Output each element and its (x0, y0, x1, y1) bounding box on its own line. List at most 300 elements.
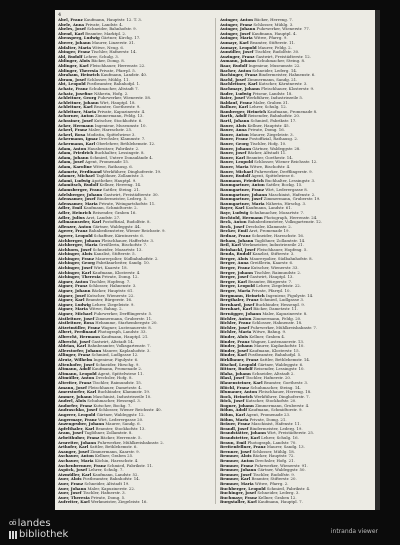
entry-name: Buchinger, Josef (220, 491, 257, 496)
entry-details: Schneider, Lederg. 3. (257, 491, 300, 496)
entry-details: Werkmeister, Ziegeleistr. 16. (90, 500, 148, 505)
entry-name: Aistleitner, Josef (58, 316, 95, 321)
entry-details: Maurer, Ziegeleistr. 3. (249, 132, 294, 137)
entry-details: Fuhrwerker, Mühlkreisbahnstr. 2. (97, 440, 164, 445)
entry-details: Schlosser, Mühlg. 11. (87, 77, 130, 82)
entry-details: Kellner, Graben 12. (258, 495, 297, 500)
entry-name: Aram, Josef (58, 431, 84, 436)
entry-name: Axmann, Johann (220, 59, 256, 64)
entry-details: Arzt, Landstr. 27. (86, 215, 121, 220)
entry-name: Berger, Johann (220, 270, 253, 275)
entry-details: Kaufmann, Promenade 8. (267, 109, 318, 114)
entry-name: Angerer, Leopold (58, 413, 96, 418)
entry-details: Beamter, Stockhofstr. 13. (95, 426, 146, 431)
entry-details: Zimmermann, Gruberstr. 4. (255, 403, 310, 408)
entry-details: Ingenieur, Museumstr. 22. (248, 63, 301, 68)
entry-details: Kaufmann, Klosterstr. 4. (92, 270, 141, 275)
entry-name: Aigner, Josef (58, 293, 86, 298)
entry-details: Schuhmacher, Mozartstr. 7. (249, 210, 305, 215)
entry-name: Bernögger, Johann (220, 312, 262, 316)
library-logo[interactable] (9, 518, 119, 540)
entry-name: Achleitner, Maria (58, 109, 97, 114)
entry-name: Altenhofer, Josef (58, 362, 95, 367)
entry-details: Postbeamter, Bahnhofpl. 1. (86, 82, 141, 87)
entry-name: Aumayr, Karl (220, 40, 249, 45)
entry-details: Kellner, Graben 4. (249, 334, 286, 339)
entry-name: Auinger, Johann (220, 27, 256, 32)
entry-details: Schneider, Altstadt 2. (252, 371, 295, 376)
entry-details: Taglöhner, Zollamtstr. 8. (84, 431, 133, 436)
entry-details: Private, Domg. 21. (249, 417, 287, 422)
entry-details: Kellner, Hauptstr. 45. (247, 123, 290, 128)
entry-name: Bauer, Georg (220, 142, 249, 147)
entry-details: Beamter, Goethestr. 14. (246, 155, 293, 160)
entry-name: Adensamer, Maria (58, 201, 98, 206)
entry-details: Maurer, Kaplanhofstr. 10. (253, 344, 305, 349)
entry-name: Baumgartner, Josef (220, 197, 263, 202)
entry-details: Fuhrwerker, Wienerstr. 91. (254, 463, 308, 468)
entry-name: Berger, Leopold (220, 284, 255, 289)
entry-name: Allinger, Franz (58, 353, 91, 358)
entry-name: Andraschko, Josef (58, 408, 98, 413)
entry-name: Buchberger, Leopold (220, 486, 266, 491)
entry-name: Aigner, Anton (58, 279, 89, 284)
entry-details: Bahnbediensteter, Volksgartenstr. 12. (247, 220, 323, 225)
entry-details: Werkmeister, Industriezeile 21. (242, 243, 304, 248)
entry-details: Sattler, Bethlehemstr. 14. (259, 357, 311, 362)
entry-details: Fleischhauer, Herreng. 18. (258, 390, 312, 395)
entry-details: Postbeamter, Bahnhofstr. 14. (82, 477, 140, 482)
entry-details: Schuhmacher, Steing. 8. (257, 59, 306, 64)
entry-details: Bindermeister, Hahnenstr. 6. (258, 73, 316, 78)
entry-name: Berger, Alois (220, 256, 249, 261)
entry-details: Tischler, Hofg. 10. (250, 142, 287, 147)
entry-name: Beham, Johann (220, 238, 254, 243)
entry-details: Postbeamter, Bahnhofpl. 5. (247, 353, 302, 358)
entry-name: Abram, Josef (58, 77, 86, 82)
entry-details: Hebamme, Starhembergstr. 20. (95, 321, 158, 326)
entry-name: Aigner, Ludwig (58, 302, 91, 307)
entry-name: Aichhorn, Josef (58, 247, 92, 252)
entry-details: Photograph, Landstr. 70. (247, 440, 297, 445)
entry-details: Photograph, Landstr. 33. (97, 330, 147, 335)
entry-name: Bauer, Michael (220, 169, 254, 174)
entry-name: Achatz, Franz (58, 86, 88, 91)
entry-name: Birklbauer, Franz (220, 357, 259, 362)
entry-details: Bäcker, Herreng. 7. (254, 18, 293, 22)
entry-name: Bednar, Franz (220, 233, 251, 238)
entry-name: Bayr, Ludwig (220, 210, 249, 215)
entry-details: Kanzlist, Stifterstr. 3. (252, 252, 295, 257)
entry-details: Kanzlist, Stifterstr. 5. (93, 252, 136, 257)
entry-details: Gastwirt, Hauptpl. 13. (249, 275, 294, 280)
entry-details: Greißlerin, Bischofstr. 7. (98, 243, 148, 248)
entry-details: Werkführer, Dinghoferstr. 19. (103, 169, 162, 174)
entry-details: Beamter, Goetheestr. 9. (93, 105, 141, 110)
entry-name: Aschauer, Maria (58, 459, 94, 463)
entry-name: Altmann, Adolf (58, 367, 91, 372)
entry-name: Amann, Josef (58, 385, 87, 390)
entry-details: Schlosser, Hahnenstr. 18. (251, 321, 303, 326)
entry-name: Aichinger, Theresia (58, 275, 101, 280)
entry-name: Böck, Josef (220, 399, 245, 404)
entry-name: Arbeithuber, Franz (58, 436, 100, 441)
entry-name: Abeles, Josef (58, 27, 86, 32)
entry-details: Kellner, Herreng. 14. (99, 183, 142, 188)
entry-name: Aigner, Johann (58, 289, 91, 294)
entry-name: Baier, Josef (220, 96, 246, 101)
entry-name: Abl, Rudolf (58, 54, 83, 59)
entry-details: Kaufmann, Hauptpl. 4. (251, 31, 297, 36)
entry-name: Burgstaller, Karl (220, 500, 257, 505)
entry-details: Gastwirt, Freistädterstr. 12. (255, 54, 311, 59)
entry-name: Acker, Hermann (58, 123, 94, 128)
entry-name: Ackermann, Karl (58, 142, 96, 147)
entry-name: Adler, Heinrich (58, 210, 92, 215)
entry-details: Maler, Kapuzinerstr. 22. (87, 486, 136, 491)
entry-name: Abt, Leopold (58, 82, 86, 87)
entry-details: Schneider, Hirschg. 9. (95, 362, 140, 367)
entry-details: Buchhalter, Lessingstr. 3. (265, 178, 316, 183)
entry-name: Agerer, Leopold (58, 233, 93, 238)
entry-name: Berger, Karl (220, 279, 247, 284)
entry-name: Agerer, Franz (58, 229, 88, 234)
entry-name: Berger, Josef (220, 275, 249, 280)
entry-name: Baumgartner, Anton (220, 183, 265, 188)
entry-name: Achorner, Anton (58, 114, 94, 119)
entry-details: Sattler, Bockg. 15. (265, 183, 303, 188)
entry-name: Bernhard, Josef (220, 302, 255, 307)
entry-name: Binder, Karl (220, 353, 247, 358)
entry-details: Gärtner, Waldeggstr. 6. (257, 362, 304, 367)
entry-name: Aitzetmüller, Franz (58, 325, 100, 330)
entry-name: Auinger, Franz (220, 22, 253, 27)
entry-details: Kaufmann, Promenade 2. (92, 367, 143, 372)
entry-name: Ackerl, Rosa (58, 132, 86, 137)
entry-name: Brunner, Alois (220, 454, 252, 459)
entry-name: Buchmayr, Franz (220, 495, 257, 500)
entry-name: Beil, Karl (220, 243, 241, 248)
entry-name: Auinger, Anton (220, 18, 253, 22)
entry-details: Schneider, Bahnhofstr. 9. (87, 27, 137, 32)
entry-name: Auer, Theresia (58, 495, 90, 500)
entry-name: Abraham, Heinrich (58, 73, 100, 78)
entry-name: Bauer, Johann (220, 146, 252, 151)
entry-details: Bahnbeamter, Volksgartenstr. 7. (87, 344, 151, 349)
entry-name: Aistleitner, Rosa (58, 321, 95, 326)
entry-details: Kaufmann, Landstr. 52. (92, 472, 139, 477)
entry-details: Schmied, Fabrikstr. 17. (250, 119, 297, 124)
entry-name: Aichinger, Karl (58, 270, 92, 275)
column-right (220, 18, 371, 505)
entry-name: Baumgartner, Johann (220, 192, 268, 197)
entry-details: Witwe, Bischofstr. 4. (249, 165, 291, 169)
entry-details: Tischler, Hafnerstr. 20. (245, 376, 292, 381)
entry-details: Taglöhner, Zollamtstr. 3. (96, 174, 145, 179)
logo-text-bibliothek: bibliothek (19, 529, 69, 540)
entry-details: Postoffizial, Rathausg. 2. (249, 137, 299, 142)
entry-details: Bäcker, Dametzstr. 11. (253, 307, 298, 312)
entry-name: Bauer, Josef (220, 151, 247, 156)
entry-name: Andorfer, Franz (58, 403, 93, 408)
entry-name: Achatz, Josefine (58, 91, 93, 96)
entry-name: Adam, Johann (58, 155, 89, 160)
entry-name: Anzengruber, Johann (58, 422, 105, 427)
entry-details: Maler, Kapuzinerstr. 8. (262, 312, 308, 316)
entry-details: Kaufmann, Schmidtorstr. 2. (83, 206, 138, 211)
entry-details: Schlosser, Hahnenstr. 3. (88, 284, 137, 289)
entry-name: Aflenzer, Anton (58, 224, 92, 229)
entry-name: Barth, Adolf (220, 114, 247, 119)
entry-details: Schmied, Fabrikstr. 11. (107, 463, 154, 468)
entry-name: Brunner, Anton (220, 459, 254, 463)
entry-name: Abfalter, Maria (58, 45, 92, 50)
entry-details: Gärtner, Waldeggstr. 50. (257, 468, 306, 473)
entry-details: Private, Pfarrpl. 10. (251, 289, 291, 294)
entry-details: Bäcker, Hauptstr. 61. (91, 289, 134, 294)
entry-details: Agent, Promenade 15. (85, 160, 130, 165)
entry-name: Auer, Johann (58, 486, 87, 491)
entry-name: Blumauer, Anton (220, 390, 258, 395)
entry-name: Aschauer, Anton (58, 454, 94, 459)
entry-name: Braun, Emil (220, 440, 247, 445)
entry-details: Friseur, Landstr. 18. (252, 91, 293, 96)
entry-details: Lehrer, Schulg. 12. (249, 105, 287, 110)
entry-name: Bacher, Anton (220, 68, 252, 73)
entry-name: Bauer, Leopold (220, 160, 253, 165)
entry-name: Adam, Friedrich (58, 151, 94, 156)
entry-details: Näherin, Hofg. 2. (93, 91, 129, 96)
entry-details: Maurer, Feldg. 2. (257, 45, 292, 50)
entry-details: Reisender, Graben 16. (92, 210, 137, 215)
entry-details: Tischler, Rudolfstr. 30. (254, 50, 300, 55)
entry-name: Bichler, Franz (220, 321, 251, 326)
entry-name: Bergmann, Heinrich (220, 293, 265, 298)
entry-details: Tischler, Hafnerstr. 3. (82, 491, 126, 496)
entry-details: Drechsler, Klammstr. 2. (245, 224, 293, 229)
entry-name: Auinger, Josef (220, 31, 251, 36)
entry-name: Bischof, Leopold (220, 362, 257, 367)
entry-details: Schmied, Fabrikstr. 4. (266, 486, 311, 491)
entry-name: Achleitner, Georg (58, 96, 97, 101)
entry-name: Beinhackl, Josef (220, 247, 256, 252)
entry-details: Beamter, Bürgerstr. 7. (248, 279, 293, 284)
entry-details: Gastwirt, Altstadt 14. (91, 339, 134, 344)
entry-details: Wagner, Lustenauerstr. 8. (101, 325, 152, 330)
entry-name: Baumann, Friedrich (220, 178, 264, 183)
entry-name: Anderl, Alois (58, 399, 87, 404)
entry-name: Blaha, Johann (220, 371, 251, 376)
entry-details: Bäcker, Hauptstr. 72. (252, 454, 295, 459)
entry-name: Bachinger, Franz (220, 73, 258, 78)
logo-bars-icon (9, 531, 17, 539)
entry-details: Fleischhauer, Dametzstr. 4. (88, 385, 142, 390)
entry-details: Bindermeister, Lederg. 5. (96, 197, 148, 202)
entry-details: Fleischhauer, Hopfeng. 5. (256, 247, 308, 252)
entry-name: Ablinger, Karl (58, 63, 89, 68)
entry-details: Beamter, Marktpl. 2. (85, 31, 127, 36)
entry-details: Drechsler, Hofg. 21. (255, 459, 295, 463)
entry-name: Bräuer, Franz (220, 422, 250, 427)
entry-details: Private, Domg. 5. (90, 495, 126, 500)
entry-details: Wirt, Hauptpl. 18. (99, 100, 136, 105)
entry-details: Kaufmann, Hauptpl. 21. (101, 334, 149, 339)
entry-details: Photograph, Herrenstr. 24. (264, 215, 318, 220)
entry-details: Zimmermann, Feldg. 13. (94, 114, 144, 119)
entry-details: Zimmermann, Sandg. 21. (247, 77, 298, 82)
entry-name: Baumgartner, Maria (220, 201, 265, 206)
entry-name: Adam, Josef (58, 160, 84, 165)
entry-name: Bamberger, Heinrich (220, 109, 267, 114)
entry-name: Ammer, Johann (58, 394, 92, 399)
entry-details: Kutscher, Kärntnerstr. 3. (258, 82, 308, 87)
entry-name: Altreiter, Franz (58, 380, 92, 385)
entry-name: Brunner, Johann (220, 468, 257, 473)
entry-name: Aichinger, Georg (58, 261, 95, 266)
entry-name: Bichler, Anton (220, 316, 252, 321)
entry-details: Bäcker, Altstadt 11. (247, 151, 287, 156)
entry-details: Maschinist, Hafenstr. 11. (251, 422, 301, 427)
entry-details: Werkführer, Dinghoferstr. 7. (254, 394, 310, 399)
entry-details: Kaufmann, Hauptpl. 7. (257, 500, 303, 505)
entry-details: Ingenieur, Figulystr. 14. (265, 293, 314, 298)
entry-details: Private, Domg. 16. (248, 128, 285, 133)
document-page[interactable] (55, 10, 375, 510)
entry-name: Brunner, Karl (220, 477, 251, 482)
entry-name: Alrutz, Wilhelm (58, 357, 93, 362)
entry-name: Aichinger, Alois (58, 252, 93, 257)
entry-name: Abend, Karl (58, 31, 84, 36)
entry-details: Private, Domg. 12. (101, 275, 139, 280)
entry-details: Witwe, Rathausg. 6. (93, 165, 133, 169)
entry-name: Apfelthaler, Karl (58, 426, 95, 431)
entry-name: Bauer, Maria (220, 165, 249, 169)
entry-details: Gärtner, Waldeggstr. 44. (92, 224, 141, 229)
entry-name: Binder, Franz (220, 339, 250, 344)
entry-details: Zimmermann, Gruberstr. 11. (95, 316, 153, 321)
entry-name: Bauer, Anton (220, 132, 249, 137)
entry-name: Abensperg, Ludwig (58, 36, 100, 41)
entry-name: Berger, Maria (220, 289, 251, 294)
entry-details: Schuhmacher, Hessenpl. 3. (87, 399, 141, 404)
entry-details: Schuhmacher, Altstadt 7. (89, 86, 139, 91)
entry-name: Ablinger, Alois (58, 59, 90, 64)
entry-name: Brandstetter, Karl (220, 436, 260, 441)
entry-details: Kaufmann, Landstr. 61. (245, 206, 292, 211)
entry-details: Zimmermann, Feldg. 20. (252, 316, 302, 321)
column-divider (215, 18, 216, 504)
entry-name: Aigner, Franz (58, 284, 88, 289)
logo-mark: oö (9, 519, 16, 527)
entry-name: Achrainer, Josef (58, 119, 93, 124)
entry-details: Private, Weingartshofstr. 11. (98, 201, 156, 206)
entry-name: Ackermann, Ignaz (58, 137, 98, 142)
entry-name: Baldauf, Franz (220, 100, 252, 105)
entry-name: Ackerl, Franz (58, 128, 88, 133)
entry-name: Bachmayr, Johann (220, 86, 260, 91)
entry-details: Drechsler, Hofg. 8. (95, 376, 133, 381)
entry-name: Brandstätter, Johann (220, 431, 266, 436)
entry-details: Schneider, Altstadt 19. (84, 481, 130, 486)
viewer-label: intranda viewer (330, 528, 378, 535)
entry-details: Zimmermann, Kaarstr. 9. (90, 449, 140, 454)
entry-name: Aigner, Karl (58, 298, 85, 303)
entry-name: Angermayr, Franz (58, 417, 97, 422)
entry-details: Köchin, Harrachstr. 4. (94, 459, 139, 463)
entry-name: Berger, Anna (220, 261, 249, 266)
entry-name: Bauer, Alois (220, 123, 247, 128)
entry-details: Gärtner, Kirchg. 17. (101, 36, 141, 41)
entry-name: Aigner, Michael (58, 312, 93, 316)
entry-name: Böhm, Maria (220, 417, 249, 422)
entry-name: Aberer, Johann (58, 40, 91, 45)
entry-details: Schmied, Ludlgasse 12. (91, 353, 139, 358)
entry-details: Maschinist, Industriezeile 10. (92, 394, 152, 399)
entry-name: Bachleitner, Karl (220, 82, 258, 87)
entry-details: Kutscher, Stockhofstr. 20. (245, 399, 297, 404)
entry-name: Blasl, Josef (220, 376, 245, 381)
entry-details: Gastwirt, Freistädterstr. 30. (103, 192, 159, 197)
entry-details: Sattler, Bethlehemstr. 6. (89, 445, 138, 450)
entry-details: Maurer, Kaplanhofstr. 3. (102, 348, 151, 353)
entry-details: Schaffner, Kärntnerstr. 6. (93, 233, 144, 238)
entry-details: Werkführer, Industriezeile 5. (246, 96, 304, 101)
entry-name: Albrecht, Hermann (58, 334, 100, 339)
entry-name: Baumgartner, Franz (220, 187, 264, 192)
entry-name: Albert, Ferdinand (58, 330, 97, 335)
entry-details: Kaufmann, Hauptstr. 12. T. 3. (83, 18, 143, 22)
entry-details: Schlosser, Wiener Reichsstr. 12. (254, 160, 318, 165)
entry-details: Lehrer, Schulg. 3. (83, 54, 119, 59)
entry-details: Schuhmacher, Steing. 14. (250, 385, 302, 390)
entry-details: Fuhrwerker, Wienerstr. 77. (256, 27, 310, 32)
entry-name: Bichler, Maria (220, 330, 252, 335)
entry-details: Ingenieur, Figulystr. 6. (93, 357, 139, 362)
entry-name: Brandl, Josef (220, 426, 249, 431)
entry-details: Fleischhauer, Klosterstr. 9. (261, 86, 315, 91)
entry-details: Bäcker, Herrenstr. 5. (100, 436, 142, 441)
entry-name: Benda, Rudolf (220, 252, 252, 257)
entry-details: Beamter, Bürgerstr. 16. (85, 298, 133, 303)
entry-name: Aschenbrenner, Franz (58, 463, 106, 468)
entry-name: Atzmüller, Karl (58, 472, 92, 477)
entry-name: Abinger, Franz (58, 50, 91, 55)
entry-details: Kutscher, Wienerstr. 22. (87, 293, 135, 298)
entry-name: Brunner, Franz (220, 463, 254, 468)
entry-details: Gärtner, Waldeggstr. 12. (96, 413, 145, 418)
entry-name: Bogner, Johann (220, 403, 254, 408)
entry-name: Aldrian, Karl (58, 344, 87, 349)
page-number: 4 (58, 12, 62, 18)
page-edge-shadow (375, 10, 380, 510)
entry-details: Tischler, Raimundstr. 15. (92, 380, 143, 385)
entry-details: Gärtner, Waldeggstr. 28. (252, 146, 301, 151)
entry-details: Kutscher, Stockhofstr. 6. (94, 119, 143, 124)
entry-details: Wirt, Lederergasse 8. (265, 187, 309, 192)
entry-name: Asanger, Josef (58, 449, 90, 454)
entry-details: Fuhrwerker, Derfflingerstr. 9. (254, 169, 313, 174)
entry-details: Fabriksarbeiter, Sandg. 10. (96, 261, 150, 266)
entry-details: Schneider, Harrachstr. 16. (251, 233, 305, 238)
entry-name: Adamer, Michael (58, 174, 95, 179)
entry-name: Achleitner, Johann (58, 100, 99, 105)
entry-name: Bittner, Rudolf (220, 367, 253, 372)
entry-name: Adamsberger, Franz (58, 187, 102, 192)
entry-details: Schneider, Lederg. 14. (252, 68, 298, 73)
entry-name: Aumayr, Leopold (220, 45, 257, 50)
entry-details: Näherin, Hirschg. 3. (265, 201, 307, 206)
entry-name: Bechtold, Hermann (220, 215, 263, 220)
